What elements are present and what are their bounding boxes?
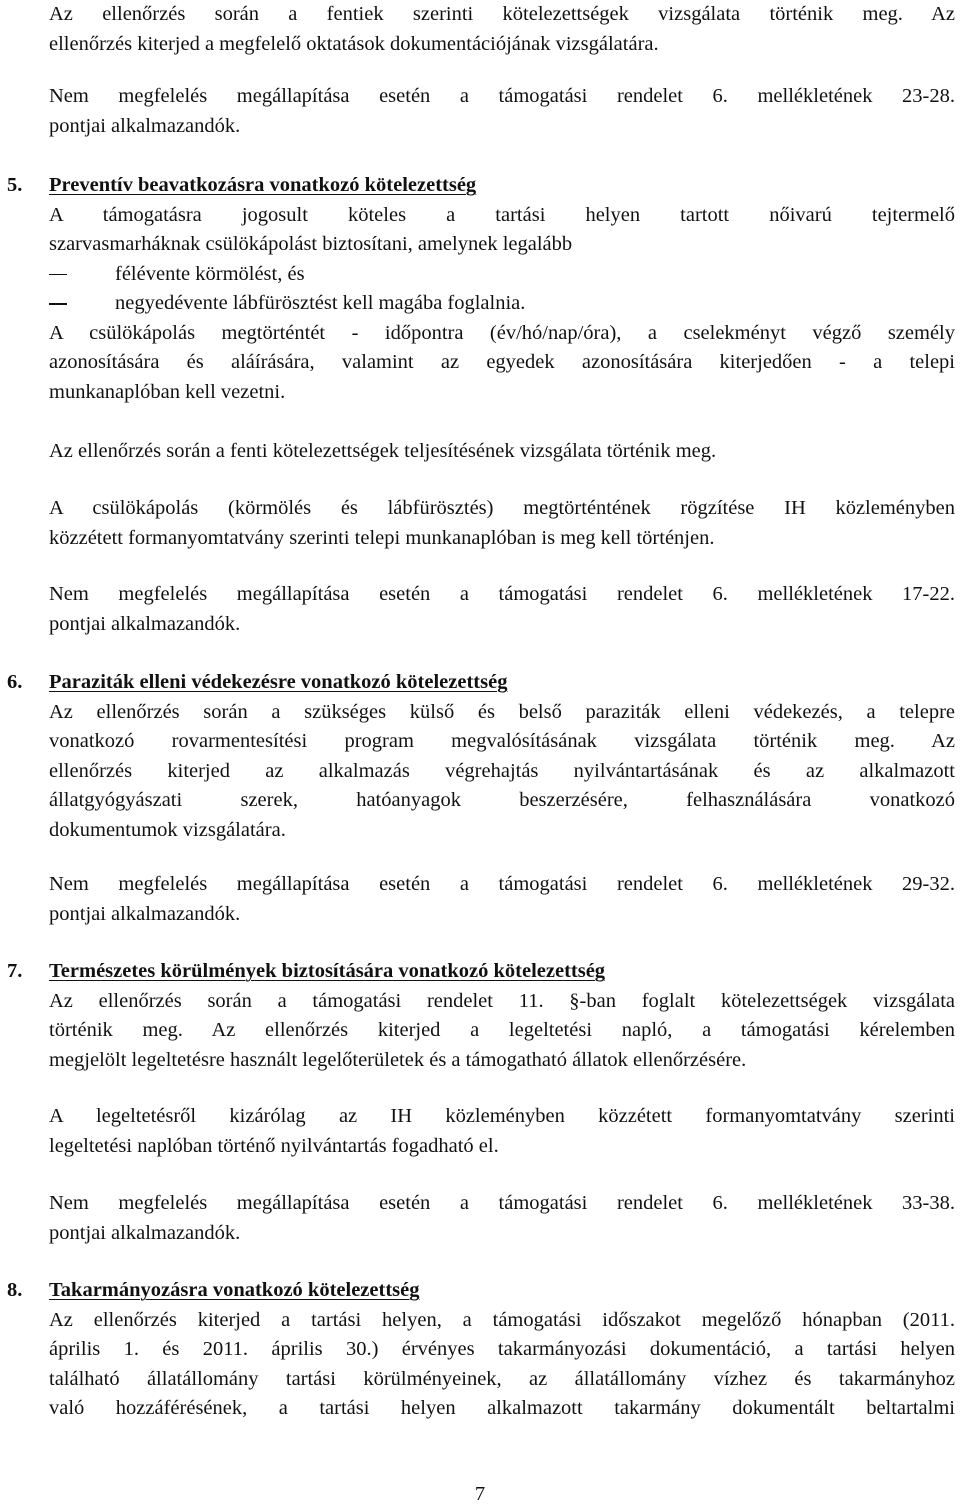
text-line: Nem megfelelés megállapítása esetén a támogatási rendelet 6. mellékletének 33-38. xyxy=(49,1192,955,1214)
text-line: Az ellenőrzés során a fentiek szerinti kötelezettségek vizsgálata történik meg. Az xyxy=(49,3,955,25)
section-heading xyxy=(7,171,955,201)
section-number: 8. xyxy=(7,1279,23,1301)
text-line: történik meg. Az ellenőrzés kiterjed a legeltetési napló, a támogatási kérelemben xyxy=(49,1019,955,1041)
section-7 xyxy=(7,957,955,1075)
section-number: 6. xyxy=(7,671,23,693)
text-line: szarvasmarháknak csülökápolást biztosítani, amelynek legalább xyxy=(49,233,573,255)
text-line: pontjai alkalmazandók. xyxy=(49,1221,241,1244)
text-line: A csülökápolás megtörténtét - időpontra (év/hó/nap/óra), a cselekményt végző személy xyxy=(49,321,955,344)
text-line: megjelölt legeltetésre használt legelőterületek és a támogatható állatok ellenőrzésére. xyxy=(49,1048,747,1071)
page-number: 7 xyxy=(474,1483,486,1505)
text-line: Nem megfelelés megállapítása esetén a támogatási rendelet 6. mellékletének 23-28. xyxy=(49,85,955,107)
text-line: való hozzáférésének, a tartási helyen alkalmazott takarmány dokumentált beltartalmi xyxy=(49,1397,955,1419)
text-line: található állatállomány tartási körülményeinek, az állatállomány vízhez és takarmányhoz xyxy=(49,1367,955,1390)
text-line: április 1. és 2011. április 30.) érvényes takarmányozási dokumentáció, a tartási helyen xyxy=(49,1338,955,1360)
section-heading xyxy=(7,668,955,698)
section-8 xyxy=(7,1276,955,1424)
section-6 xyxy=(7,668,955,845)
paragraph xyxy=(49,1189,955,1248)
section-heading xyxy=(7,957,955,987)
text-line: A csülökápolás (körmölés és lábfürösztés) megtörténtének rögzítése IH közleményben xyxy=(49,497,955,519)
paragraph xyxy=(49,870,955,929)
text-line: állatgyógyászati szerek, hatóanyagok beszerzésére, felhasználására vonatkozó xyxy=(49,789,955,811)
text-line: Az ellenőrzés során a támogatási rendelet 11. §-ban foglalt kötelezettségek vizsgálata xyxy=(49,989,955,1012)
text-line: azonosítására és aláírására, valamint az egyedek azonosítására kiterjedően - a telepi xyxy=(49,351,955,373)
paragraph xyxy=(49,82,955,141)
text-line: közzétett formanyomtatvány szerinti telepi munkanaplóban is meg kell történjen. xyxy=(49,526,715,549)
text-line: Nem megfelelés megállapítása esetén a támogatási rendelet 6. mellékletének 29-32. xyxy=(49,873,955,895)
section-number: 7. xyxy=(7,960,23,982)
text-line: pontjai alkalmazandók. xyxy=(49,612,241,635)
text-line: legeltetési naplóban történő nyilvántartás fogadható el. xyxy=(49,1134,499,1157)
text-line: ellenőrzés kiterjed az alkalmazás végrehajtás nyilvántartásának és az alkalmazott xyxy=(49,759,955,782)
text-line: pontjai alkalmazandók. xyxy=(49,902,241,925)
list-item-text: negyedévente lábfürösztést kell magába foglalnia. xyxy=(115,292,526,314)
paragraph xyxy=(49,0,955,59)
list-item xyxy=(49,260,955,290)
list-item xyxy=(49,289,955,319)
text-line: Az ellenőrzés kiterjed a tartási helyen, a támogatási időszakot megelőző hónapban (2011. xyxy=(49,1308,955,1331)
paragraph xyxy=(49,437,955,467)
text-line: Az ellenőrzés során a szükséges külső és belső paraziták elleni védekezés, a telepre xyxy=(49,700,955,723)
paragraph xyxy=(49,494,955,553)
text-line: Nem megfelelés megállapítása esetén a támogatási rendelet 6. mellékletének 17-22. xyxy=(49,583,955,605)
section-number: 5. xyxy=(7,174,23,196)
section-heading xyxy=(7,1276,955,1306)
list-item-text: félévente körmölést, és xyxy=(115,262,305,285)
section-title: Preventív beavatkozásra vonatkozó kötelezettség xyxy=(49,174,477,196)
text-line: A legeltetésről kizárólag az IH közleményben közzétett formanyomtatvány szerinti xyxy=(49,1105,955,1127)
text-line: A támogatásra jogosult köteles a tartási helyen tartott nőivarú tejtermelő xyxy=(49,203,955,226)
section-title: Természetes körülmények biztosítására vonatkozó kötelezettség xyxy=(49,960,606,982)
text-line: vonatkozó rovarmentesítési program megvalósításának vizsgálata történik meg. Az xyxy=(49,730,955,752)
text-line: dokumentumok vizsgálatára. xyxy=(49,818,286,841)
text-line: pontjai alkalmazandók. xyxy=(49,114,241,137)
dash-bullet-icon xyxy=(49,303,67,305)
section-title: Paraziták elleni védekezésre vonatkozó kötelezettség xyxy=(49,671,508,693)
paragraph xyxy=(49,580,955,639)
text-line: Az ellenőrzés során a fenti kötelezettségek teljesítésének vizsgálata történik meg. xyxy=(49,440,717,462)
text-line: munkanaplóban kell vezetni. xyxy=(49,380,286,403)
section-5 xyxy=(7,171,955,407)
text-line: ellenőrzés kiterjed a megfelelő oktatások dokumentációjának vizsgálatára. xyxy=(49,32,659,55)
dash-bullet-icon xyxy=(49,274,67,276)
paragraph xyxy=(49,1102,955,1161)
section-title: Takarmányozásra vonatkozó kötelezettség xyxy=(49,1279,420,1301)
